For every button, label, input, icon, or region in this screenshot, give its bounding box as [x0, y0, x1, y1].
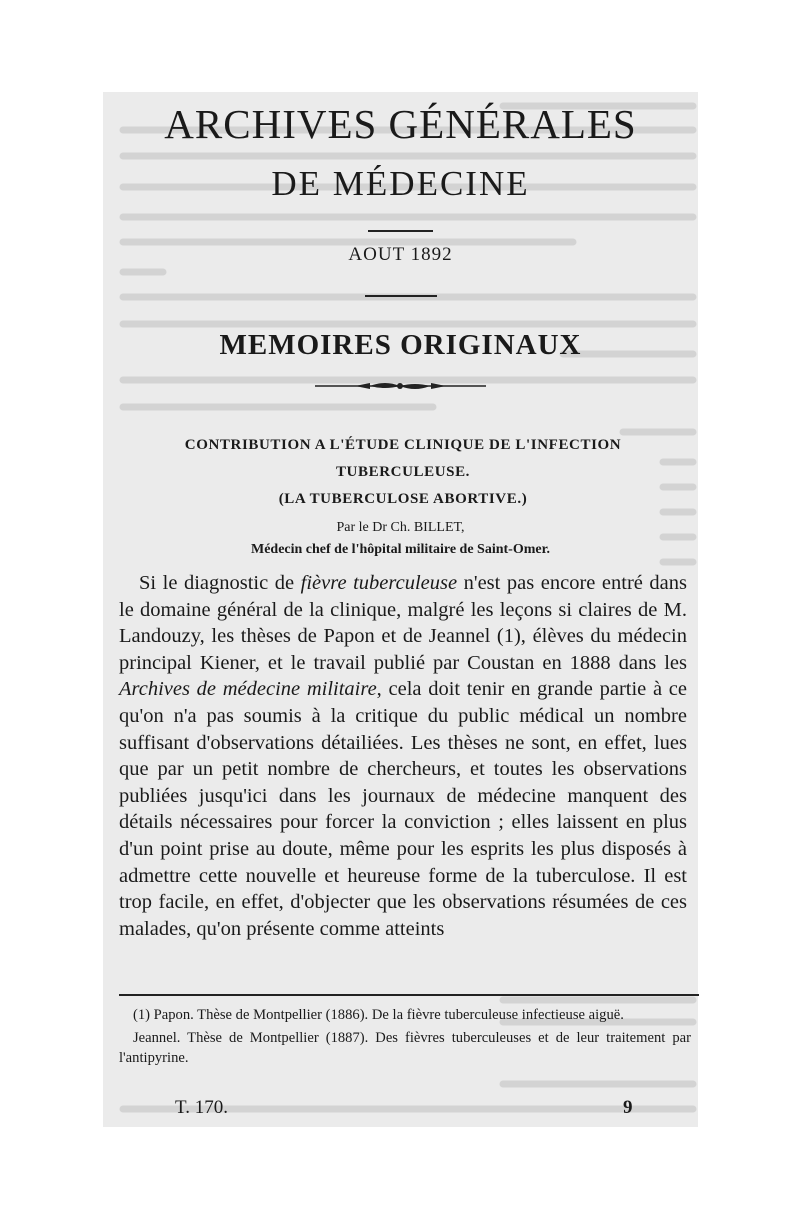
article-title [168, 432, 638, 513]
journal-citation: Archives de médecine militaire [119, 678, 377, 701]
body-text-run: Si le diagnostic de [139, 572, 301, 594]
body-paragraph [119, 570, 687, 942]
body-text-run: n'est pas encore entré dans le domaine général de la clinique, malgré les leçons si claires de M. Landouzy, les thèses de Papon et de Jeannel (1), élèves du médecin principal Kiener, et le travail publié par Coustan en 1888 dans les [119, 572, 687, 674]
journal-page [103, 92, 698, 1127]
journal-subtitle: DE MÉDECINE [271, 164, 530, 203]
footnote: (1) Papon. Thèse de Montpellier (1886). De la fièvre tuberculeuse infectieuse aiguë. [133, 1007, 624, 1023]
footnotes [119, 1005, 691, 1071]
section-title: MEMOIRES ORIGINAUX [219, 329, 582, 361]
issue-date: AOUT 1892 [348, 244, 453, 265]
ornamental-rule [315, 379, 486, 393]
footnote-rule [119, 994, 699, 996]
article-subtitle: (LA TUBERCULOSE ABORTIVE.) [278, 491, 528, 507]
emphasis-term: fièvre tuberculeuse [300, 572, 458, 594]
article-body [119, 570, 687, 942]
article-title-line: CONTRIBUTION A L'ÉTUDE CLINIQUE DE L'INFECTION [184, 437, 622, 453]
title-rule [368, 230, 433, 232]
signature-mark: T. 170. [175, 1097, 228, 1118]
date-rule [365, 295, 437, 297]
page-number: 9 [623, 1097, 633, 1118]
journal-title: ARCHIVES GÉNÉRALES [164, 101, 637, 147]
article-title-line: TUBERCULEUSE. [335, 464, 471, 480]
footnote: Jeannel. Thèse de Montpellier (1887). Des fièvres tuberculeuses et de leur traitement par l'antipyrine. [119, 1030, 691, 1066]
author-affiliation: Médecin chef de l'hôpital militaire de Saint-Omer. [250, 542, 551, 557]
body-text-run: , cela doit tenir en grande partie à ce qu'on n'a pas soumis à la critique du public médical un nombre suffisant d'observations détailiées. Les thèses ne sont, en effet, lues que par un petit nombre de chercheurs, et toutes les observations publiées jusqu'ici dans les journaux de médecine manquent des détails nécessaires pour forcer la conviction ; elles laissent en plus d'un point prise au doute, même pour les esprits les plus disposés à admettre cette nouvelle et heureuse forme de la tuberculose. Il est trop facile, en effet, d'objecter que les observations résumées de ces malades, qu'on présente comme atteints [119, 678, 687, 940]
author-byline: Par le Dr Ch. BILLET, [336, 520, 465, 535]
